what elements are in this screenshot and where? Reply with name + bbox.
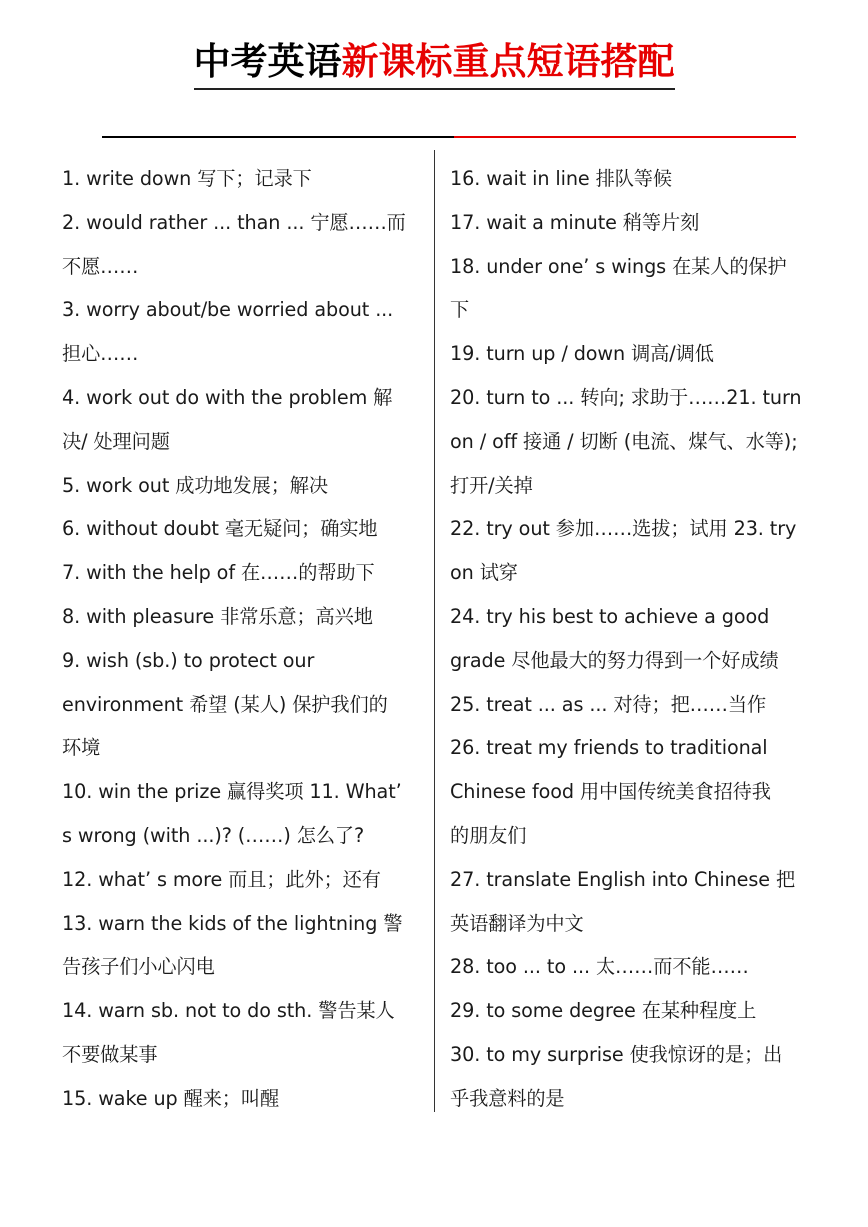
list-line: 1. write down 写下；记录下: [62, 167, 312, 190]
right-column: [450, 157, 812, 1121]
list-line: 英语翻译为中文: [450, 911, 584, 935]
title-black-part: 中考英语: [193, 40, 342, 83]
list-line: 25. treat ... as ... 对待；把……当作: [450, 692, 767, 716]
list-line: 7. with the help of 在……的帮助下: [62, 561, 375, 585]
list-line: 决/ 处理问题: [62, 429, 170, 453]
list-line: 6. without doubt 毫无疑问；确实地: [62, 517, 378, 541]
list-line: 16. wait in line 排队等候: [450, 167, 672, 190]
list-line: Chinese food 用中国传统美食招待我: [450, 780, 771, 804]
list-line: 28. too ... to ... 太……而不能……: [450, 955, 749, 979]
list-line: on 试穿: [450, 561, 518, 585]
list-line: 27. translate English into Chinese 把: [450, 867, 796, 891]
list-line: 19. turn up / down 调高/调低: [450, 342, 714, 366]
list-line: 8. with pleasure 非常乐意；高兴地: [62, 604, 373, 628]
list-line: environment 希望 (某人) 保护我们的: [62, 692, 388, 716]
list-line: 3. worry about/be worried about ...: [62, 298, 394, 322]
list-line: 26. treat my friends to traditional: [450, 736, 768, 760]
list-line: 乎我意料的是: [450, 1086, 565, 1110]
page-title: [0, 38, 868, 90]
list-line: 10. win the prize 赢得奖项 11. What’: [62, 780, 402, 804]
list-line: s wrong (with ...)? (……) 怎么了?: [62, 823, 365, 847]
list-line: 22. try out 参加……选拔；试用 23. try: [450, 517, 797, 541]
list-line: 18. under one’ s wings 在某人的保护: [450, 254, 787, 278]
list-line: 17. wait a minute 稍等片刻: [450, 210, 700, 234]
list-line: 4. work out do with the problem 解: [62, 385, 393, 409]
list-line: 的朋友们: [450, 823, 527, 847]
list-line: 29. to some degree 在某种程度上: [450, 999, 757, 1023]
list-line: 不愿……: [62, 254, 139, 278]
list-line: on / off 接通 / 切断 (电流、煤气、水等);: [450, 429, 798, 453]
list-line: 下: [450, 298, 470, 322]
list-line: 12. what’ s more 而且；此外；还有: [62, 867, 381, 891]
list-line: 2. would rather ... than ... 宁愿……而: [62, 210, 406, 234]
list-line: 15. wake up 醒来；叫醒: [62, 1086, 280, 1110]
left-column: [62, 157, 422, 1121]
list-line: 5. work out 成功地发展；解决: [62, 473, 328, 497]
list-line: 14. warn sb. not to do sth. 警告某人: [62, 999, 395, 1023]
list-line: 30. to my surprise 使我惊讶的是；出: [450, 1042, 783, 1066]
title-underlined: [194, 38, 675, 90]
list-line: 打开/关掉: [450, 473, 533, 497]
header-rule-black: [102, 136, 454, 138]
column-divider: [434, 150, 435, 1112]
title-red-part: 新课标重点短语搭配: [341, 40, 675, 83]
header-rule-red: [454, 136, 796, 138]
list-line: 环境: [62, 736, 101, 760]
list-line: 13. warn the kids of the lightning 警: [62, 911, 403, 935]
list-line: 24. try his best to achieve a good: [450, 604, 770, 628]
list-line: 担心……: [62, 342, 139, 366]
list-line: 9. wish (sb.) to protect our: [62, 648, 315, 672]
list-line: 不要做某事: [62, 1042, 158, 1066]
list-line: grade 尽他最大的努力得到一个好成绩: [450, 648, 779, 672]
list-line: 20. turn to ... 转向; 求助于……21. turn: [450, 385, 802, 409]
list-line: 告孩子们小心闪电: [62, 955, 215, 979]
